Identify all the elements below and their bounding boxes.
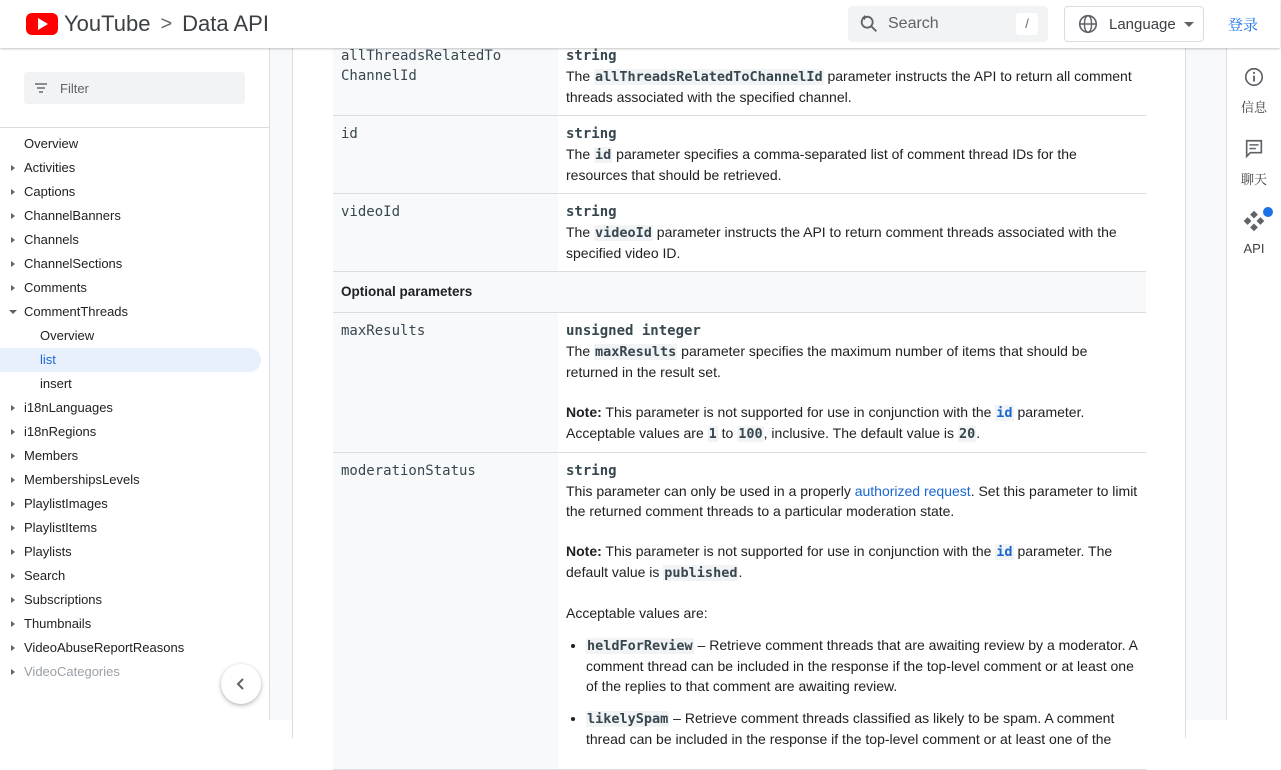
expand-closed-icon[interactable] — [11, 453, 15, 459]
param-description — [558, 313, 1146, 453]
sidebar-item-insert[interactable] — [0, 372, 269, 396]
param-name-part: ChannelId — [341, 68, 417, 84]
sidebar-item-label: Members — [24, 448, 79, 463]
code-span: videoId — [595, 225, 652, 241]
param-name: moderationStatus — [333, 453, 558, 770]
param-type: string — [566, 48, 617, 64]
section-row — [333, 272, 1146, 313]
param-type: string — [566, 463, 617, 479]
param-description — [558, 194, 1146, 272]
sidebar-item-label: Overview — [40, 328, 95, 343]
values-intro: Acceptable values are: — [566, 605, 708, 621]
language-selector[interactable] — [1064, 6, 1204, 42]
sidebar-item-label: VideoCategories — [24, 664, 120, 679]
code-span: 20 — [958, 426, 976, 442]
expand-closed-icon[interactable] — [11, 213, 15, 219]
authorized-request-link[interactable]: authorized request — [854, 483, 971, 499]
param-text — [566, 341, 1138, 382]
sidebar-item-channelbanners[interactable] — [0, 204, 269, 228]
sidebar-item-thumbnails[interactable] — [0, 612, 269, 636]
doc-card — [292, 38, 1186, 747]
expand-closed-icon[interactable] — [11, 573, 15, 579]
param-text — [566, 66, 1138, 107]
param-name: id — [333, 116, 558, 194]
text-span: This parameter can only be used in a properly — [566, 483, 855, 499]
sidebar-item-commentthreads[interactable] — [0, 300, 269, 324]
rail-chat-button[interactable] — [1227, 138, 1281, 188]
sidebar-item-overview[interactable] — [0, 132, 269, 156]
search-input[interactable]: Search — [888, 15, 939, 32]
youtube-logo-icon — [26, 13, 58, 35]
api-icon — [1243, 210, 1265, 232]
sidebar-item-channels[interactable] — [0, 228, 269, 252]
expand-open-icon[interactable] — [9, 310, 17, 314]
chat-icon — [1243, 138, 1265, 160]
sidebar-item-label: list — [40, 352, 56, 367]
sidebar-item-search[interactable] — [0, 564, 269, 588]
expand-closed-icon[interactable] — [11, 525, 15, 531]
sidebar-item-label: ChannelBanners — [24, 208, 121, 223]
table-row — [333, 313, 1146, 453]
param-type: unsigned integer — [566, 323, 701, 339]
filter-icon — [34, 81, 48, 95]
param-description — [558, 453, 1146, 770]
text-span: parameter. Acceptable values are — [566, 404, 1085, 441]
expand-closed-icon[interactable] — [11, 237, 15, 243]
param-name: maxResults — [333, 313, 558, 453]
param-type: string — [566, 204, 617, 220]
product-name[interactable]: Data API — [182, 11, 269, 36]
expand-closed-icon[interactable] — [11, 477, 15, 483]
rail-api-button[interactable] — [1227, 210, 1281, 256]
search-shortcut-hint: / — [1016, 13, 1038, 35]
param-name: videoId — [333, 194, 558, 272]
breadcrumb-separator: > — [160, 12, 173, 35]
text-span: parameter specifies a comma-separated list of comment thread IDs for the resources that should be retrieved. — [566, 146, 1077, 183]
rail-api-label: API — [1243, 241, 1265, 256]
brand[interactable] — [26, 0, 269, 48]
text-span: The — [566, 224, 595, 240]
sidebar-item-label: CommentThreads — [24, 304, 129, 319]
parameters-table — [333, 38, 1146, 770]
sidebar-item-list[interactable] — [0, 348, 261, 372]
expand-closed-icon[interactable] — [11, 189, 15, 195]
sidebar-item-label: Overview — [24, 136, 79, 151]
text-span: . — [976, 425, 981, 441]
main-content — [270, 48, 1226, 747]
code-span: published — [664, 565, 738, 581]
text-span: , inclusive. The default value is — [763, 425, 958, 441]
brand-name: YouTube — [64, 11, 151, 36]
code-span: heldForReview — [587, 638, 693, 654]
sidebar-item-label: Channels — [24, 232, 79, 247]
notification-dot — [1263, 207, 1273, 217]
code-link[interactable]: id — [996, 544, 1013, 560]
rail-info-button[interactable] — [1227, 66, 1281, 116]
param-note — [566, 402, 1138, 444]
text-span: . Set this parameter to limit the returned comment threads to a particular moderation state. — [566, 483, 1138, 519]
expand-closed-icon[interactable] — [11, 429, 15, 435]
sidebar-item-members[interactable] — [0, 444, 269, 468]
sidebar-item-membershipslevels[interactable] — [0, 468, 269, 492]
rail-chat-label: 聊天 — [1240, 172, 1267, 187]
param-name — [333, 38, 558, 116]
sidebar-item-subscriptions[interactable] — [0, 588, 269, 612]
text-span: – Retrieve comment threads classified as likely to be spam. A comment thread can be included in the response if the top-level comment or at least one of the — [586, 710, 1115, 747]
globe-icon — [1077, 13, 1099, 35]
expand-closed-icon[interactable] — [11, 501, 15, 507]
sidebar-item-videoabusereportreasons[interactable] — [0, 636, 269, 660]
sidebar-item-playlists[interactable] — [0, 540, 269, 564]
list-item — [586, 635, 1138, 696]
code-span: 1 — [708, 426, 717, 442]
expand-closed-icon[interactable] — [11, 669, 15, 675]
text-span: The — [566, 68, 595, 84]
right-rail — [1226, 48, 1280, 720]
table-row — [333, 453, 1146, 770]
note-label: Note: — [566, 404, 602, 420]
text-span: . — [738, 564, 743, 580]
login-link[interactable]: 登录 — [1228, 17, 1259, 34]
sidebar-item-label: Captions — [24, 184, 76, 199]
search-icon — [858, 13, 880, 35]
section-heading: Optional parameters — [333, 272, 1146, 313]
sidebar-item-label: Playlists — [24, 544, 72, 559]
code-span: id — [595, 147, 612, 163]
sidebar-item-captions[interactable] — [0, 180, 269, 204]
text-span: to — [717, 425, 738, 441]
sidebar-item-label: MembershipsLevels — [24, 472, 140, 487]
param-name-part: allThreadsRelatedTo — [341, 48, 502, 64]
sidebar-item-label: Subscriptions — [24, 592, 103, 607]
expand-closed-icon[interactable] — [11, 621, 15, 627]
sidebar-item-label: i18nLanguages — [24, 400, 113, 415]
text-span: parameter instructs the API to return comment threads associated with the specified video ID. — [566, 224, 1117, 261]
sidebar-item-label: Search — [24, 568, 66, 583]
chevron-down-icon — [1184, 22, 1194, 27]
text-span: parameter. The default value is — [566, 543, 1113, 580]
param-text — [566, 144, 1138, 185]
expand-closed-icon[interactable] — [11, 285, 15, 291]
sidebar-item-label: ChannelSections — [24, 256, 123, 271]
expand-closed-icon[interactable] — [11, 549, 15, 555]
param-description — [558, 38, 1146, 116]
sidebar-item-label: Comments — [24, 280, 87, 295]
code-span: maxResults — [595, 344, 677, 360]
language-label: Language — [1109, 15, 1176, 33]
expand-closed-icon[interactable] — [11, 597, 15, 603]
text-span: parameter instructs the API to return all comment threads associated with the specified channel. — [566, 68, 1132, 105]
search-box[interactable] — [848, 6, 1048, 42]
sidebar-item-label: PlaylistItems — [24, 520, 97, 535]
nav-tree — [0, 132, 269, 684]
expand-closed-icon[interactable] — [11, 165, 15, 171]
param-text — [566, 481, 1138, 521]
filter-input[interactable]: Filter — [60, 80, 89, 96]
sidebar-item-activities[interactable] — [0, 156, 269, 180]
sidebar-item-playlistitems[interactable] — [0, 516, 269, 540]
sidebar-item-label: PlaylistImages — [24, 496, 108, 511]
text-span: The — [566, 343, 595, 359]
sidebar-item-label: insert — [40, 376, 72, 391]
text-span: The — [566, 146, 595, 162]
left-nav — [0, 48, 270, 720]
collapse-sidebar-button[interactable] — [221, 664, 261, 704]
text-span: This parameter is not supported for use in conjunction with the — [601, 543, 996, 559]
param-description — [558, 116, 1146, 194]
text-span: This parameter is not supported for use in conjunction with the — [601, 404, 996, 420]
expand-closed-icon[interactable] — [11, 645, 15, 651]
filter-box[interactable] — [24, 72, 245, 104]
list-item — [586, 708, 1138, 749]
param-type: string — [566, 126, 617, 142]
table-row — [333, 194, 1146, 272]
sidebar-item-i18nlanguages[interactable] — [0, 396, 269, 420]
param-text — [566, 222, 1138, 263]
sidebar-item-label: Activities — [24, 160, 76, 175]
sidebar-item-label: Thumbnails — [24, 616, 92, 631]
sidebar-item-label: i18nRegions — [24, 424, 97, 439]
text-span: – Retrieve comment threads that are awaiting review by a moderator. A comment thread can be included in the response if the top-level comment or at least one of the replies to that comment are awaiting review. — [586, 637, 1138, 694]
rail-info-label: 信息 — [1240, 100, 1267, 115]
sidebar-item-comments[interactable] — [0, 276, 269, 300]
top-app-bar — [0, 0, 1280, 48]
code-span: allThreadsRelatedToChannelId — [595, 69, 823, 85]
note-label: Note: — [566, 543, 602, 559]
expand-closed-icon[interactable] — [11, 261, 15, 267]
info-icon — [1243, 66, 1265, 88]
expand-closed-icon[interactable] — [11, 405, 15, 411]
code-span: likelySpam — [587, 711, 669, 727]
sidebar-item-label: VideoAbuseReportReasons — [24, 640, 185, 655]
table-row — [333, 116, 1146, 194]
sidebar-item-channelsections[interactable] — [0, 252, 269, 276]
chevron-left-icon — [234, 677, 248, 691]
sidebar-item-overview[interactable] — [0, 324, 269, 348]
table-row — [333, 38, 1146, 116]
code-span: 100 — [738, 426, 763, 442]
text-span: parameter specifies the maximum number of items that should be returned in the result set. — [566, 343, 1088, 380]
code-link[interactable]: id — [996, 405, 1013, 421]
values-list — [566, 635, 1138, 749]
sidebar-item-i18nregions[interactable] — [0, 420, 269, 444]
sidebar-divider — [0, 127, 269, 128]
param-note — [566, 541, 1138, 583]
sidebar-item-playlistimages[interactable] — [0, 492, 269, 516]
